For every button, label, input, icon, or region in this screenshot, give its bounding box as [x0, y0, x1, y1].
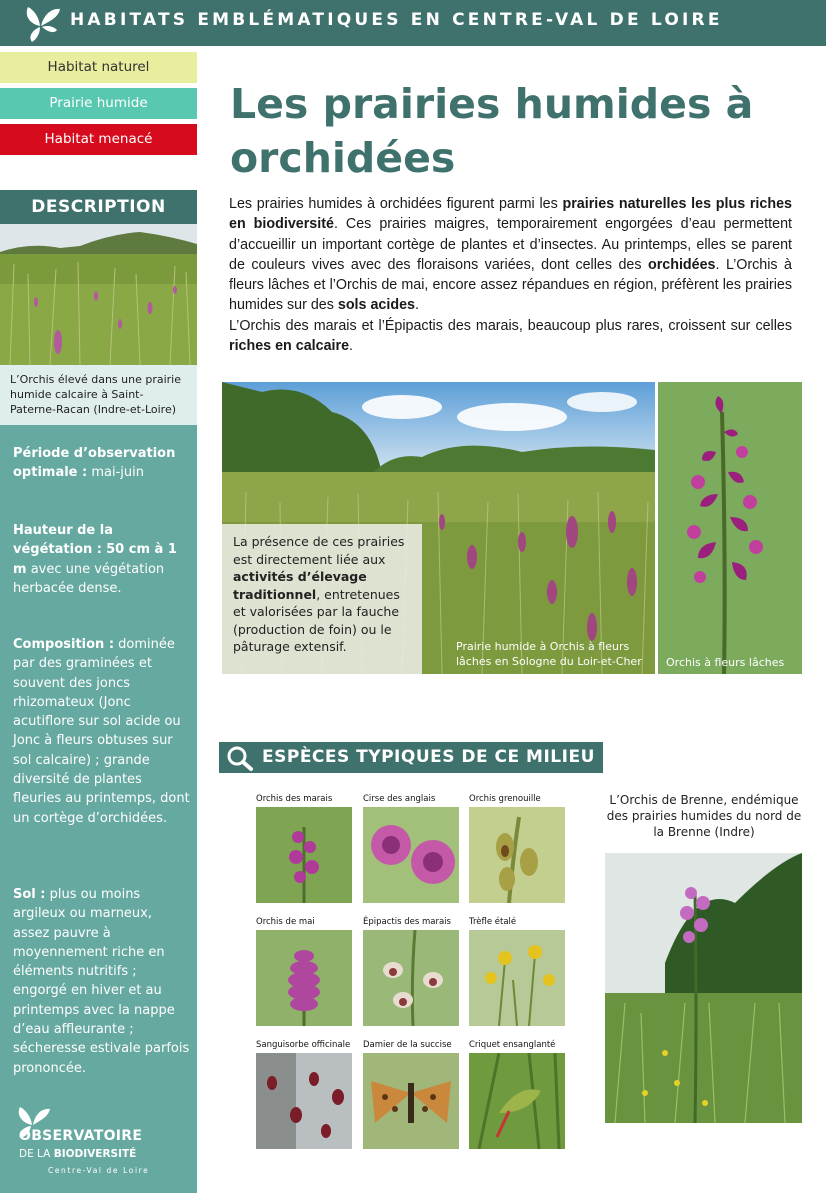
species-label: Sanguisorbe officinale [256, 1040, 351, 1050]
species-photo [256, 807, 352, 903]
observatoire-name: OBSERVATOIRE [19, 1128, 143, 1144]
orchis-photo-caption: Orchis à fleurs lâches [666, 656, 785, 669]
search-icon [226, 745, 254, 771]
sol-value: plus ou moins argileux ou marneux, assez pauvre à moyennement riche en éléments nutritifs ; engorgé en hiver et au printemps avec la nappe d’eau affleurante ; sécheresse estivale parfois prononcée. [13, 887, 190, 1076]
observatoire-region: Centre-Val de Loire [48, 1166, 150, 1175]
hauteur-value-bold: 50 cm à 1 m [13, 542, 177, 577]
species-label: Damier de la succise [363, 1040, 452, 1050]
info-box: La présence de ces prairies est directement liée aux activités d’élevage traditionnel, entretenues et valorisées par la fauche (production de foin) ou le pâturage extensif. [222, 524, 422, 674]
composition [13, 635, 191, 828]
species-label: Orchis grenouille [469, 794, 541, 804]
intro-paragraph-1: Les prairies humides à orchidées figurent parmi les prairies naturelles les plus riches en biodiversité. Ces prairies maigres, temporairement engorgées d’eau permettent d’accueillir un important cortège de plantes et d’insectes. Au printemps, elles se parent de couleurs vives avec des floraisons variées, dont celles des orchidées. L’Orchis à fleurs lâches et l’Orchis de mai, encore assez répandues en région, préfèrent les prairies humides sur des sols acides. [229, 196, 792, 314]
observatoire-subname-a: DE LA [19, 1148, 51, 1160]
species-label: Orchis des marais [256, 794, 333, 804]
hauteur-vegetation [13, 521, 191, 598]
intro-paragraph-2: L’Orchis des marais et l’Épipactis des marais, beaucoup plus rares, croissent sur celles riches en calcaire. [229, 317, 792, 355]
composition-label: Composition : [13, 637, 115, 652]
species-photo [469, 807, 565, 903]
orchis-brenne-photo [605, 853, 802, 1123]
species-photo [256, 930, 352, 1026]
species-photo [363, 930, 459, 1026]
species-photo [469, 1053, 565, 1149]
periode-value: mai-juin [91, 465, 145, 481]
page-title: Les prairies humides à orchidées [230, 80, 754, 182]
species-label: Cirse des anglais [363, 794, 436, 804]
meadow-photo [0, 224, 197, 365]
description-photo-caption: L’Orchis élevé dans une prairie humide calcaire à Saint-Paterne-Racan (Indre-et-Loire) [0, 365, 197, 425]
header-title: HABITATS EMBLÉMATIQUES EN CENTRE-VAL DE LOIRE [70, 10, 723, 30]
species-photo [363, 1053, 459, 1149]
observatoire-subname [19, 1148, 136, 1160]
intro-text [229, 194, 792, 356]
species-photo [363, 807, 459, 903]
species-label: Orchis de mai [256, 917, 315, 927]
observatoire-subname-b: BIODIVERSITÉ [53, 1148, 137, 1160]
species-title: ESPÈCES TYPIQUES DE CE MILIEU [262, 747, 595, 767]
hauteur-label: Hauteur de la végétation : [13, 523, 114, 558]
brenne-caption: L’Orchis de Brenne, endémique des prairies humides du nord de la Brenne (Indre) [606, 793, 802, 839]
description-header: DESCRIPTION [0, 190, 197, 224]
orchis-photo [658, 382, 802, 674]
species-photo [256, 1053, 352, 1149]
species-label: Épipactis des marais [363, 917, 451, 927]
tag-habitat-menace: Habitat menacé [0, 124, 197, 155]
composition-value: dominée par des graminées et souvent des joncs rhizomateux (Jonc acutiflore sur sol acide ou Jonc à fleurs obtuses sur sol calcaire) ; grande diversité de plantes fleuries au printemps, dont un cortège d’orchidées. [13, 637, 190, 826]
hauteur-value: avec une végétation herbacée dense. [13, 561, 165, 596]
periode-label: Période d’observation optimale : [13, 446, 176, 481]
prairie-photo-caption: Prairie humide à Orchis à fleurs lâches en Sologne du Loir-et-Cher [456, 640, 642, 668]
sol [13, 885, 191, 1078]
species-label: Trèfle étalé [469, 917, 517, 927]
butterfly-logo-icon [20, 4, 62, 44]
sol-label: Sol : [13, 887, 46, 902]
species-label: Criquet ensanglanté [469, 1040, 556, 1050]
tag-prairie-humide: Prairie humide [0, 88, 197, 119]
periode-observation [13, 444, 191, 483]
tag-habitat-naturel: Habitat naturel [0, 52, 197, 83]
species-photo [469, 930, 565, 1026]
